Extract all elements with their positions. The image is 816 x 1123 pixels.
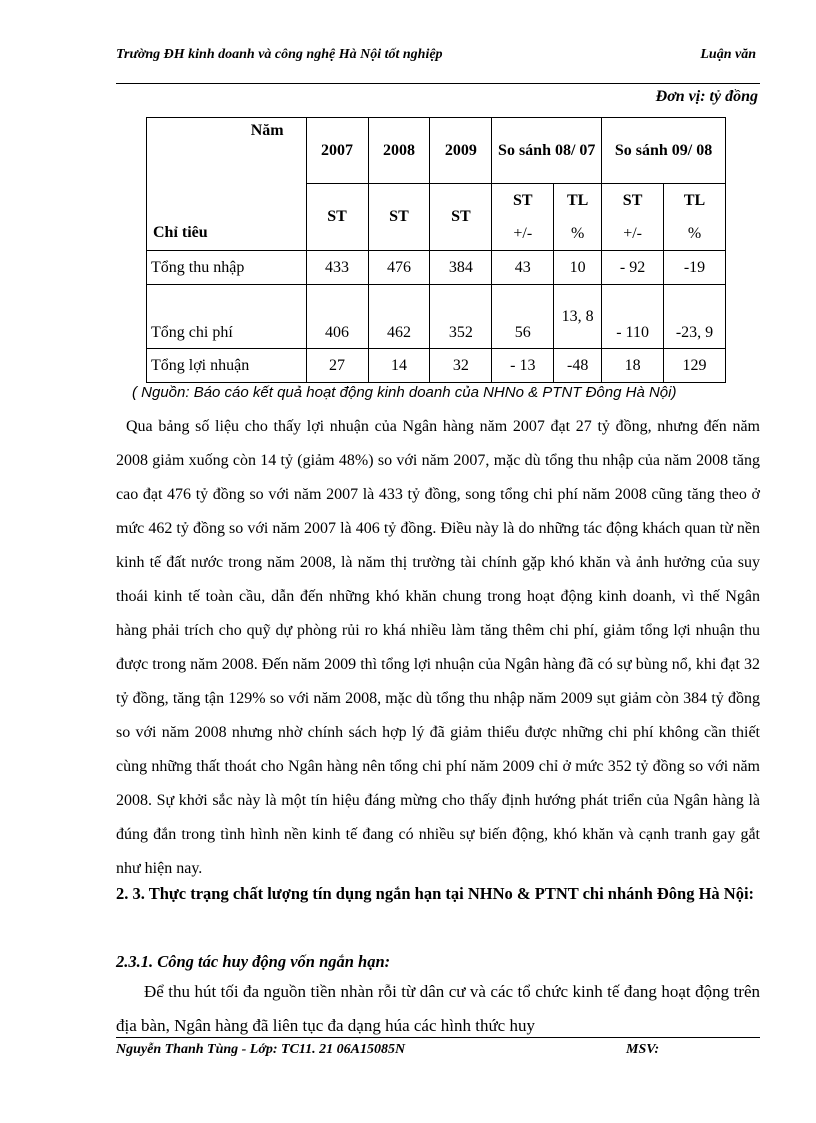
st-change-header (602, 184, 664, 251)
footer-msv: MSV: (626, 1042, 660, 1057)
row-label: Tổng chi phí (147, 285, 307, 349)
cell-tl-0908: -19 (664, 251, 726, 285)
tl-label: TL (567, 192, 589, 209)
cell-2008: 476 (368, 251, 430, 285)
cell-st-0807: 43 (492, 251, 554, 285)
cell-tl-0908: -23, 9 (664, 285, 726, 349)
cell-2007: 27 (306, 349, 368, 383)
st-header: ST (368, 184, 430, 251)
header-school: Trường ĐH kinh doanh và công nghệ Hà Nội tốt nghiệp (116, 47, 443, 62)
compare-0807-header: So sánh 08/ 07 (492, 118, 602, 184)
table-source-note: ( Nguồn: Báo cáo kết quả hoạt động kinh doanh của NHNo & PTNT Đông Hà Nội) (132, 384, 677, 401)
compare-0908-header: So sánh 09/ 08 (602, 118, 726, 184)
analysis-paragraph: Qua bảng số liệu cho thấy lợi nhuận của Ngân hàng năm 2007 đạt 27 tỷ đồng, nhưng đến năm 2008 giảm xuống còn 14 tỷ (giảm 48%) so với năm 2007, mặc dù tổng thu nhập của năm 2008 tăng cao đạt 476 tỷ đồng so với năm 2007 là 433 tỷ đồng, song tổng chi phí năm 2008 cũng tăng theo ở mức 462 tỷ đồng so với năm 2007 là 406 tỷ đồng. Điều này là do những tác động khách quan từ nền kinh tế đất nước trong năm 2008, là năm thị trường tài chính gặp khó khăn và ảnh hưởng của suy thoái kinh tế toàn cầu, dẫn đến những khó khăn chung trong hoạt động kinh doanh, vì thế Ngân hàng phải trích cho quỹ dự phòng rủi ro khá nhiều làm tăng thêm chi phí, giảm tổng lợi nhuận thu được trong năm 2008. Đến năm 2009 thì tổng lợi nhuận của Ngân hàng đã có sự bùng nổ, khi đạt 32 tỷ đồng, tăng tận 129% so với năm 2008, mặc dù tổng thu nhập năm 2009 sụt giảm còn 384 tỷ đồng so với năm 2008 nhưng nhờ chính sách hợp lý đã giảm thiểu được những chi phí không cần thiết cùng những thất thoát cho Ngân hàng nên tổng chi phí năm 2009 chỉ ở mức 352 tỷ đồng so với năm 2008. Sự khởi sắc này là một tín hiệu đáng mừng cho thấy định hướng phát triển của Ngân hàng là đúng đắn trong tình hình nền kinh tế đang có nhiều sự biến động, khó khăn và cạnh tranh gay gắt như hiện nay. (116, 418, 760, 877)
year-header: 2008 (368, 118, 430, 184)
header-doc-type: Luận văn (700, 47, 756, 62)
cell-2009: 32 (430, 349, 492, 383)
st-header: ST (306, 184, 368, 251)
cell-st-0908: - 110 (602, 285, 664, 349)
financial-table (146, 117, 726, 383)
cell-2008: 14 (368, 349, 430, 383)
year-header: 2009 (430, 118, 492, 184)
section-heading-2-3: 2. 3. Thực trạng chất lượng tín dụng ngắn hạn tại NHNo & PTNT chi nhánh Đông Hà Nội: (116, 884, 755, 903)
percent-label: % (571, 225, 585, 242)
cell-tl-0807: 13, 8 (554, 285, 602, 349)
row-label: Tổng lợi nhuận (147, 349, 307, 383)
table-row (147, 251, 726, 285)
cell-2009: 384 (430, 251, 492, 285)
st-label: ST (622, 192, 643, 209)
cell-2009: 352 (430, 285, 492, 349)
section-heading-2-3-1: 2.3.1. Công tác huy động vốn ngắn hạn: (116, 952, 391, 971)
capital-mobilization-paragraph: Để thu hút tối đa nguồn tiền nhàn rỗi từ dân cư và các tổ chức kinh tế đang hoạt động trên địa bàn, Ngân hàng đã liên tục đa dạng húa các hình thức huy (116, 982, 760, 1035)
plus-minus-label: +/- (623, 225, 642, 242)
tl-header (664, 184, 726, 251)
st-change-header (492, 184, 554, 251)
row-label: Tổng thu nhập (147, 251, 307, 285)
cell-st-0908: - 92 (602, 251, 664, 285)
table-corner-cell (147, 118, 307, 251)
percent-label: % (687, 225, 702, 242)
cell-st-0807: 56 (492, 285, 554, 349)
cell-tl-0807: -48 (554, 349, 602, 383)
header-rule (116, 83, 760, 84)
plus-minus-label: +/- (513, 225, 533, 242)
cell-st-0807: - 13 (492, 349, 554, 383)
cell-tl-0908: 129 (664, 349, 726, 383)
corner-year-label: Năm (250, 122, 284, 139)
cell-2008: 462 (368, 285, 430, 349)
tl-header (554, 184, 602, 251)
cell-tl-0807: 10 (554, 251, 602, 285)
cell-2007: 406 (306, 285, 368, 349)
st-header: ST (430, 184, 492, 251)
corner-indicator-label: Chỉ tiêu (153, 224, 208, 241)
table-row (147, 285, 726, 349)
st-label: ST (512, 192, 533, 209)
footer-rule (116, 1037, 760, 1038)
table-row (147, 349, 726, 383)
cell-st-0908: 18 (602, 349, 664, 383)
unit-label: Đơn vị: tỷ đồng (655, 88, 758, 105)
cell-2007: 433 (306, 251, 368, 285)
footer-author: Nguyễn Thanh Tùng - Lớp: TC11. 21 06A15085N (116, 1042, 406, 1057)
year-header: 2007 (306, 118, 368, 184)
tl-label: TL (683, 192, 706, 209)
